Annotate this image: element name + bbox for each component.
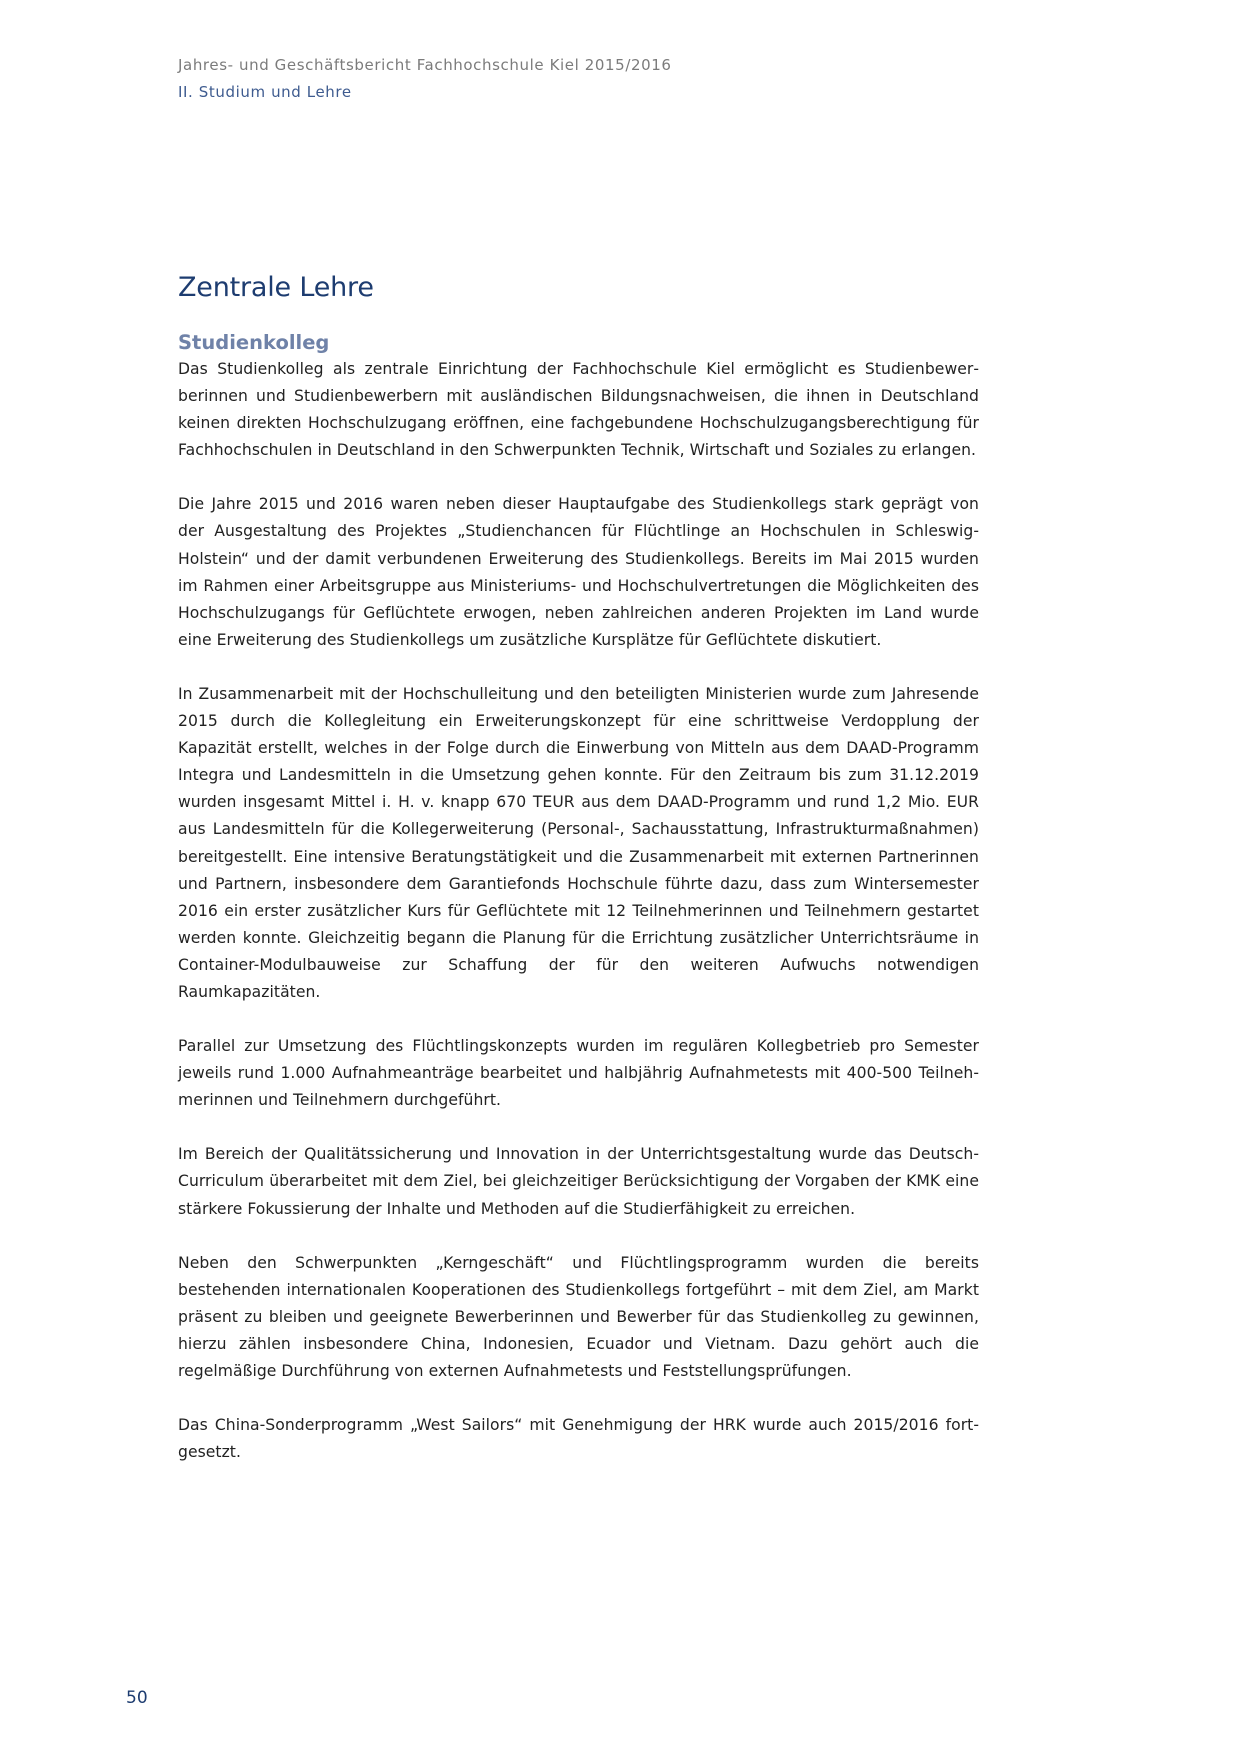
paragraph-7: Das China-Sonderprogramm „West Sailors“ mit Genehmigung der HRK wurde auch 2015/2016 fortgesetzt. bbox=[178, 1416, 979, 1462]
running-header bbox=[178, 52, 672, 106]
paragraph-4: Parallel zur Umsetzung des Flüchtlingskonzepts wurden im regulären Kollegbetrieb pro Semester jeweils rund 1.000 Aufnahmeanträge bearbeitet und halbjährig Aufnahmetests mit 400-500 Teilnehmerinnen und Teilnehmern durchgeführt. bbox=[178, 1037, 979, 1110]
paragraph-5: Im Bereich der Qualitätssicherung und Innovation in der Unterrichtsgestaltung wurde das Deutsch-Curriculum überarbeitet mit dem Ziel, bei gleichzeitiger Berücksichtigung der Vorgaben der KMK eine stärkere Fokussierung der Inhalte und Methoden auf die Studierfähigkeit zu erreichen. bbox=[178, 1145, 979, 1218]
page-number: 50 bbox=[126, 1688, 148, 1708]
main-content bbox=[178, 268, 979, 1493]
paragraph-3: In Zusammenarbeit mit der Hochschulleitung und den beteiligten Ministerien wurde zum Jahresende 2015 durch die Kollegleitung ein Erweiterungskonzept für eine schrittweise Verdopplung der Kapazität erstellt, welches in der Folge durch die Einwerbung von Mitteln aus dem DAAD-Programm Integra und Landesmitteln in die Umsetzung gehen konnte. Für den Zeitraum bis zum 31.12.2019 wurden insgesamt Mittel i. H. v. knapp 670 TEUR aus dem DAAD-Programm und rund 1,2 Mio. EUR aus Landesmitteln für die Kollegerweiterung (Personal-, Sachausstattung, Infrastrukturmaßnahmen) bereitgestellt. Eine intensive Beratungstätigkeit und die Zusammenarbeit mit externen Partnerinnen und Partnern, insbesondere dem Garantiefonds Hochschule führte dazu, dass zum Wintersemester 2016 ein erster zusätzlicher Kurs für Geflüchtete mit 12 Teilnehmerinnen und Teilnehmern gestartet werden konnte. Gleichzeitig begann die Planung für die Errichtung zusätzlicher Unterrichtsräume in Container-Modulbauweise zur Schaffung der für den weiteren Aufwuchs notwendigen Raumkapazitäten. bbox=[178, 684, 979, 1001]
chapter-title: II. Studium und Lehre bbox=[178, 83, 352, 101]
paragraph-6: Neben den Schwerpunkten „Kerngeschäft“ und Flüchtlingsprogramm wurden die bereits bestehenden internationalen Kooperationen des Studienkollegs fortgeführt – mit dem Ziel, am Markt präsent zu bleiben und geeignete Bewerberinnen und Bewerber für das Studienkolleg zu gewinnen, hierzu zählen insbesondere China, Indonesien, Ecuador und Vietnam. Dazu gehört auch die regelmäßige Durchführung von externen Aufnahmetests und Feststellungsprüfungen. bbox=[178, 1253, 979, 1380]
section-title: Zentrale Lehre bbox=[178, 272, 374, 303]
paragraph-2: Die Jahre 2015 und 2016 waren neben dieser Hauptaufgabe des Studienkollegs stark geprägt von der Ausgestaltung des Projektes „Studienchancen für Flüchtlinge an Hochschulen in Schleswig-Holstein“ und der damit verbundenen Erweiterung des Studienkollegs. Bereits im Mai 2015 wurden im Rahmen einer Arbeitsgruppe aus Ministeriums- und Hochschulvertretungen die Möglichkeiten des Hochschulzugangs für Geflüchtete erwogen, neben zahlreichen anderen Projekten im Land wurde eine Erweiterung des Studienkollegs um zusätzliche Kursplätze für Geflüchtete diskutiert. bbox=[178, 495, 979, 649]
document-title: Jahres- und Geschäftsbericht Fachhochschule Kiel 2015/2016 bbox=[178, 56, 672, 74]
subsection-title: Studienkolleg bbox=[178, 331, 330, 354]
paragraph-1: Das Studienkolleg als zentrale Einrichtung der Fachhochschule Kiel ermöglicht es Studienbewerberinnen und Studienbewerbern mit ausländischen Bildungsnachweisen, die ihnen in Deutschland keinen direkten Hochschulzugang eröffnen, eine fachgebundene Hochschulzugangsberechtigung für Fachhochschulen in Deutschland in den Schwerpunkten Technik, Wirtschaft und Soziales zu erlangen. bbox=[178, 360, 979, 460]
